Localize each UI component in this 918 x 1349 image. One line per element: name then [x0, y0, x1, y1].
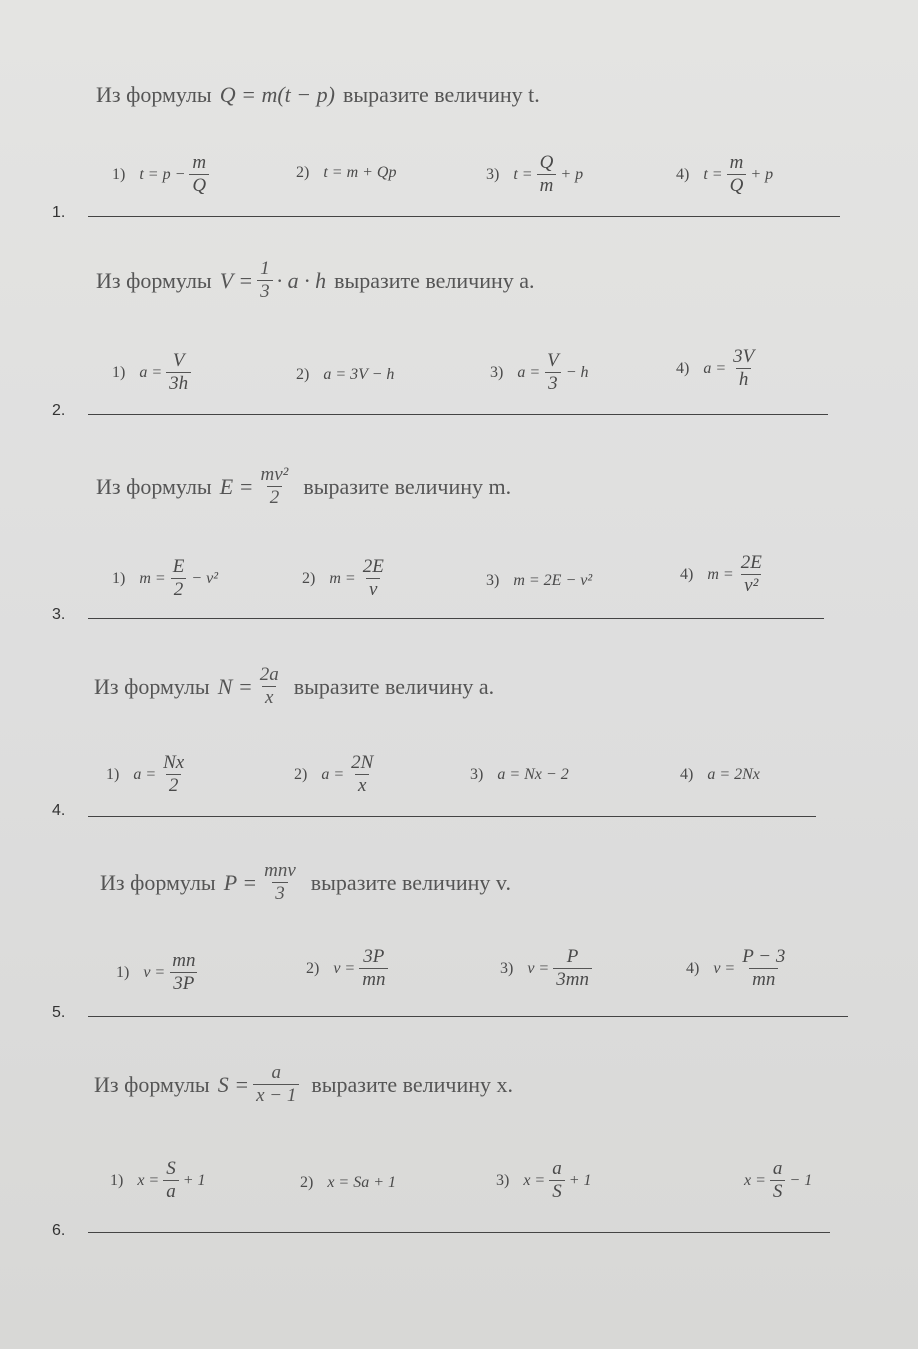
task-2-option-3: 3) a = $\frac{V}{3}$ − h [490, 350, 589, 394]
task-6-answer-line[interactable] [88, 1232, 830, 1233]
given-formula: S = $\frac{a}{x - 1}$ [218, 1062, 304, 1107]
given-formula: V = $\frac{1}{3}$ · a · h [219, 258, 327, 302]
task-2-option-1: 1) a = $\frac{V}{3h}$ [112, 350, 195, 395]
task-1-option-4: 4) t = $\frac{m}{Q}$ + p [676, 152, 774, 196]
task-1-answer-line[interactable] [88, 216, 840, 217]
task-5-number: 5. [52, 1004, 66, 1021]
task-2-option-2: 2) a = 3V − h [296, 366, 395, 383]
given-formula: E = $\frac{\text{mv²}}{2}$ [219, 464, 289, 508]
given-formula: P = $\frac{\text{mnv}}{3}$ [223, 860, 296, 904]
task-3-option-1: 1) m = $\frac{E}{2}$ − v² [112, 556, 218, 600]
task-2-option-4: 4) a = $\frac{3V}{h}$ [676, 346, 755, 390]
task-6-option-3: 3) x = $\frac{a}{S}$ + 1 [496, 1158, 592, 1202]
task-1-option-2: 2) t = m + Qp [296, 164, 397, 181]
task-1-option-1: 1) t = p − $\frac{m}{Q}$ [112, 152, 213, 197]
task-5-prompt: Из формулы P = $\frac{\text{mnv}}{3}$ выразите величину v. [100, 860, 511, 904]
task-5-option-1: 1) v = $\frac{mn}{3P}$ [116, 950, 196, 994]
task-1-prompt [96, 82, 540, 108]
task-6-option-4: x = $\frac{a}{S}$ − 1 [744, 1158, 813, 1202]
task-6-number: 6. [52, 1222, 66, 1239]
given-formula: N = $\frac{2a}{x}$ [217, 664, 279, 708]
task-4-prompt: Из формулы N = $\frac{2a}{x}$ выразите величину a. [94, 664, 495, 708]
prompt-prefix: Из формулы [96, 82, 212, 107]
fraction: $\frac{Q}{m}$ [537, 152, 557, 197]
task-3-number: 3. [52, 606, 66, 623]
task-6-prompt: Из формулы S = $\frac{a}{x - 1}$ выразите величину x. [94, 1062, 514, 1106]
task-4-option-1: 1) a = $\frac{Nx}{2}$ [106, 752, 185, 796]
task-4-number: 4. [52, 802, 66, 819]
task-4-answer-line[interactable] [88, 816, 816, 817]
prompt-suffix: выразите величину t. [342, 82, 540, 107]
task-3-prompt: Из формулы E = $\frac{\text{mv²}}{2}$ выразите величину m. [96, 464, 512, 508]
task-4-option-3: 3) a = Nx − 2 [470, 766, 569, 783]
task-5-option-4: 4) v = $\frac{P - 3}{mn}$ [686, 946, 786, 990]
task-6-option-1: 1) x = $\frac{S}{a}$ + 1 [110, 1158, 206, 1202]
given-formula: Q = m(t − p) [219, 82, 335, 107]
task-4-option-4: 4) a = 2Nx [680, 766, 760, 783]
fraction: $\frac{m}{Q}$ [189, 152, 209, 197]
task-3-option-3: 3) m = 2E − v² [486, 572, 593, 589]
task-2-number: 2. [52, 402, 66, 419]
task-6-option-2: 2) x = Sa + 1 [300, 1174, 397, 1191]
task-2-prompt: Из формулы V = $\frac{1}{3}$ · a · h выразите величину a. [96, 258, 535, 302]
task-1-number: 1. [52, 204, 66, 221]
task-3-option-4: 4) m = $\frac{2E}{\text{v²}}$ [680, 552, 762, 596]
fraction: $\frac{m}{Q}$ [727, 152, 747, 197]
task-5-answer-line[interactable] [88, 1016, 848, 1017]
task-3-option-2: 2) m = $\frac{2E}{v}$ [302, 556, 384, 600]
task-4-option-2: 2) a = $\frac{2N}{x}$ [294, 752, 374, 796]
task-5-option-3: 3) v = $\frac{P}{3mn}$ [500, 946, 596, 991]
task-5-option-2: 2) v = $\frac{3P}{mn}$ [306, 946, 392, 991]
task-1-option-3: 3) t = $\frac{Q}{m}$ + p [486, 152, 584, 196]
task-3-answer-line[interactable] [88, 618, 824, 619]
task-2-answer-line[interactable] [88, 414, 828, 415]
